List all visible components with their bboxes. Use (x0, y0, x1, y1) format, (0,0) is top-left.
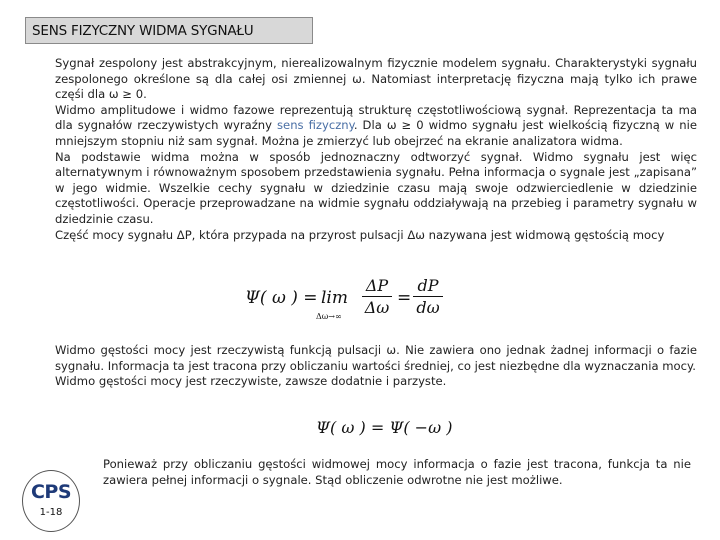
fraction-denominator: Δω (364, 298, 390, 317)
paragraph-phase-lost: Ponieważ przy obliczaniu gęstości widmowej mocy informacja o fazie jest tracona, funkcja ta nie zawiera pełnej informacji o sygnale. Stąd obliczenie odwrotne nie jest możliwe. (103, 457, 691, 487)
formula-fraction-derivative (413, 276, 443, 317)
logo-text: CPS (30, 481, 72, 503)
highlight-physical-sense: sens fizyczny (277, 118, 354, 133)
formula-lim-subscript: Δω→∞ (316, 312, 342, 321)
formula-lim: lim (321, 288, 348, 308)
formula-fraction-delta (362, 276, 392, 317)
page-number: 1-18 (39, 507, 63, 518)
fraction-numerator: dP (417, 276, 439, 295)
formula-power-density (245, 274, 455, 326)
formula-equals: = (397, 288, 412, 308)
fraction-denominator: dω (416, 298, 440, 317)
lower-text-block (55, 343, 697, 390)
paragraph-reconstruction: Na podstawie widma można w sposób jednoznaczny odtworzyć sygnał. Widmo sygnału jest więc alternatywnym i równoważnym sposobem przedstawienia sygnału. Pełna informacja o sygnale jest „zapisana” w jego widmie. Wszelkie cechy sygnału w dziedzinie czasu mają swoje odzwierciedlenie w dziedzinie częstotliwości. Operacje przeprowadzane na widmie sygnału oddziaływają na przebieg i parametry sygnału w dziedzinie czasu. (55, 149, 697, 226)
paragraph-power-density-intro: Część mocy sygnału ΔP, która przypada na przyrost pulsacji Δω nazywana jest widmową gęstością mocy (55, 227, 665, 242)
paragraph-complex-signal: Sygnał zespolony jest abstrakcyjnym, nierealizowalnym fizycznie modelem sygnału. Charakterystyki sygnału zespolonego określone są dla całej osi zmiennej ω. Natomiast interpretację fizyczna mają tylko ich prawe częśi dla ω ≥ 0. (55, 56, 697, 102)
cps-logo (22, 470, 80, 532)
formula-lhs: Ψ( ω ) = (245, 288, 318, 308)
fraction-numerator: ΔP (365, 276, 389, 295)
paragraph-power-density-real: Widmo gęstości mocy jest rzeczywistą funkcją pulsacji ω. Nie zawiera ono jednak żadnej informacji o fazie sygnału. Informacja ta jest tracona przy obliczaniu wartości średniej, co jest niezbędne dla wyznaczania mocy. (55, 343, 697, 373)
upper-text-block (55, 56, 697, 243)
text-segment: . Dla ω ≥ 0 widmo sygnału jest wielkością fizyczną w nie mniejszym stopniu niż sam sygnał. Można je zmierzyć lub obejrzeć na ekranie analizatora widma. (55, 118, 698, 148)
formula-even-symmetry: Ψ( ω ) = Ψ( −ω ) (316, 418, 453, 437)
slide-title: SENS FIZYCZNY WIDMA SYGNAŁU (25, 17, 313, 44)
text-segment: Widmo amplitudowe i widmo fazowe reprezentują strukturę częstotliwościową sygnał. Reprezentacja ta ma dla sygnałów rzeczywistych wyraźny (55, 102, 697, 133)
paragraph-power-density-even: Widmo gęstości mocy jest rzeczywiste, zawsze dodatnie i parzyste. (55, 374, 447, 389)
paragraph-amplitude-spectrum (55, 103, 697, 150)
